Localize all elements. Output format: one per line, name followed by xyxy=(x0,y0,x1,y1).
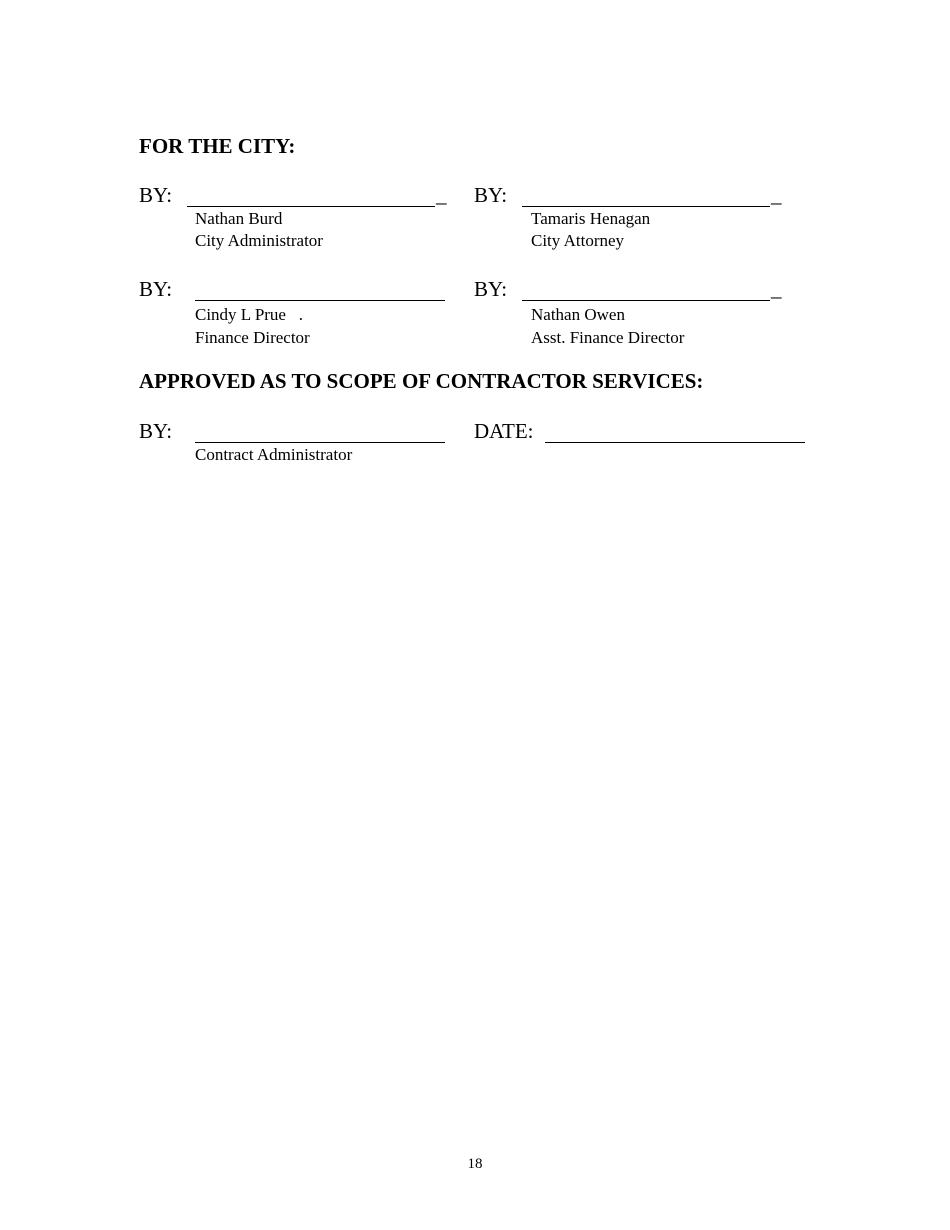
date-label: DATE: xyxy=(474,419,534,443)
signature-line-tail: _ xyxy=(436,183,447,207)
by-label: BY: xyxy=(474,277,508,301)
scope-section-heading: APPROVED AS TO SCOPE OF CONTRACTOR SERVICES: xyxy=(139,369,704,393)
signature-line-tail: _ xyxy=(771,183,782,207)
signatory-name: Cindy L Prue . xyxy=(195,305,303,324)
signatory-name: Nathan Burd xyxy=(195,209,283,228)
by-label: BY: xyxy=(139,183,173,207)
signatory-title: Finance Director xyxy=(195,328,310,347)
signature-line xyxy=(522,206,770,207)
by-label: BY: xyxy=(139,419,173,443)
page-number: 18 xyxy=(467,1156,483,1172)
signatory-title: City Attorney xyxy=(531,231,625,250)
date-line xyxy=(545,442,805,443)
city-section-heading: FOR THE CITY: xyxy=(139,134,296,158)
signatory-title: City Administrator xyxy=(195,231,323,250)
signature-line xyxy=(195,300,445,301)
signature-line-tail: _ xyxy=(771,277,782,301)
signatory-name: Nathan Owen xyxy=(531,305,625,324)
signature-line xyxy=(187,206,435,207)
by-label: BY: xyxy=(474,183,508,207)
signature-line xyxy=(522,300,770,301)
signatory-title: Asst. Finance Director xyxy=(531,328,685,347)
by-label: BY: xyxy=(139,277,173,301)
signatory-name: Tamaris Henagan xyxy=(531,209,651,228)
signature-line xyxy=(195,442,445,443)
signatory-title: Contract Administrator xyxy=(195,445,353,464)
